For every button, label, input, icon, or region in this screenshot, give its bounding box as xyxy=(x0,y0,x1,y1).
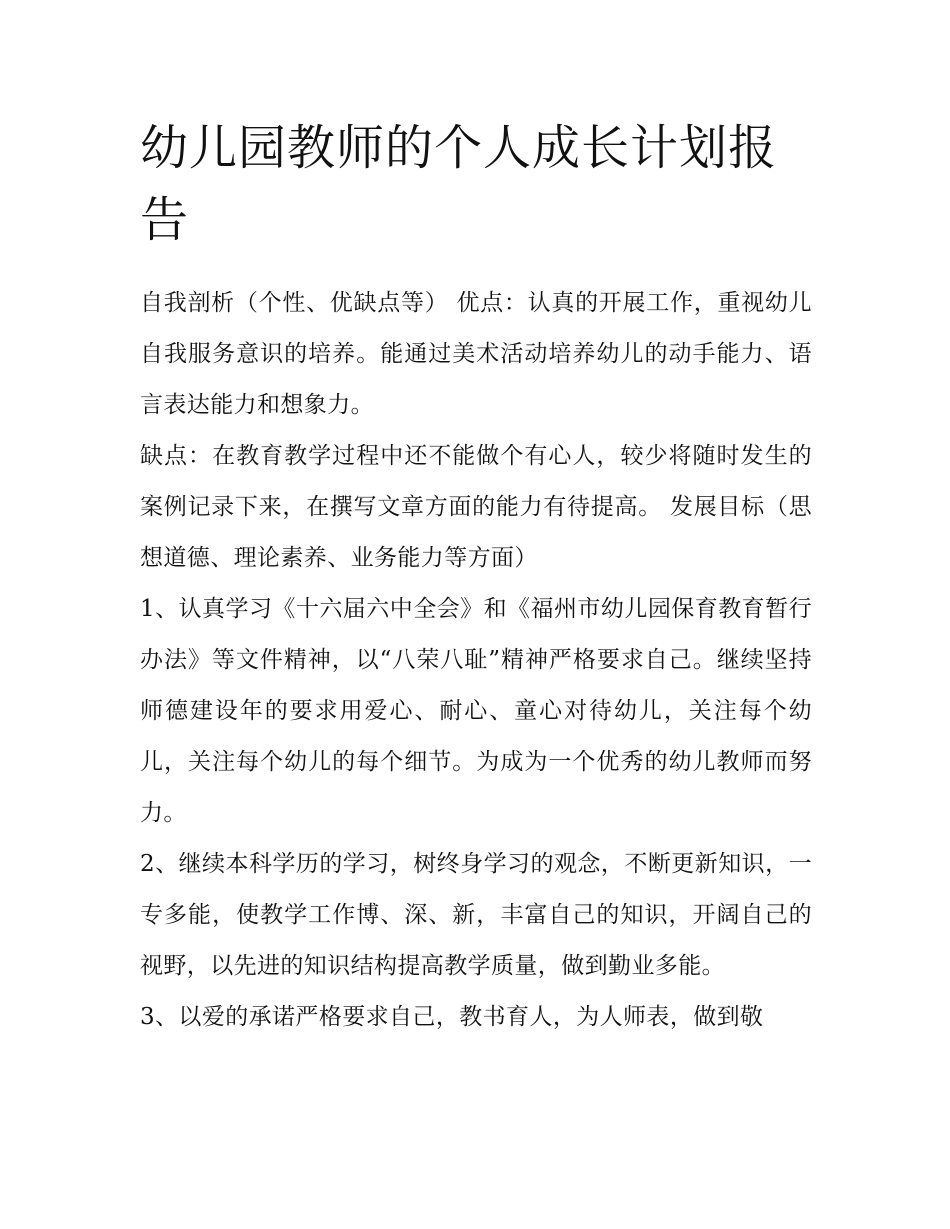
paragraph-self-analysis-strengths: 自我剖析（个性、优缺点等） 优点：认真的开展工作，重视幼儿自我服务意识的培养。能通过美术活动培养幼儿的动手能力、语言表达能力和想象力。 xyxy=(140,290,812,418)
paragraph-goal-2: 2、继续本科学历的学习，树终身学习的观念，不断更新知识，一专多能，使教学工作博、深、新，丰富自己的知识，开阔自己的视野，以先进的知识结构提高教学质量，做到勤业多能。 xyxy=(140,851,812,979)
document-content xyxy=(140,112,812,1043)
document-body xyxy=(140,278,812,1043)
paragraph-goal-3: 3、以爱的承诺严格要求自己，教书育人，为人师表，做到敬 xyxy=(140,1004,764,1030)
paragraph-weaknesses-goals: 缺点：在教育教学过程中还不能做个有心人，较少将随时发生的案例记录下来，在撰写文章方面的能力有待提高。 发展目标（思想道德、理论素养、业务能力等方面） xyxy=(140,443,812,571)
paragraph-goal-1: 1、认真学习《十六届六中全会》和《福州市幼儿园保育教育暂行办法》等文件精神，以“八荣八耻”精神严格要求自己。继续坚持师德建设年的要求用爱心、耐心、童心对待幼儿，关注每个幼儿，关注每个幼儿的每个细节。为成为一个优秀的幼儿教师而努力。 xyxy=(140,596,812,826)
document-title: 幼儿园教师的个人成长计划报告 xyxy=(140,120,778,248)
